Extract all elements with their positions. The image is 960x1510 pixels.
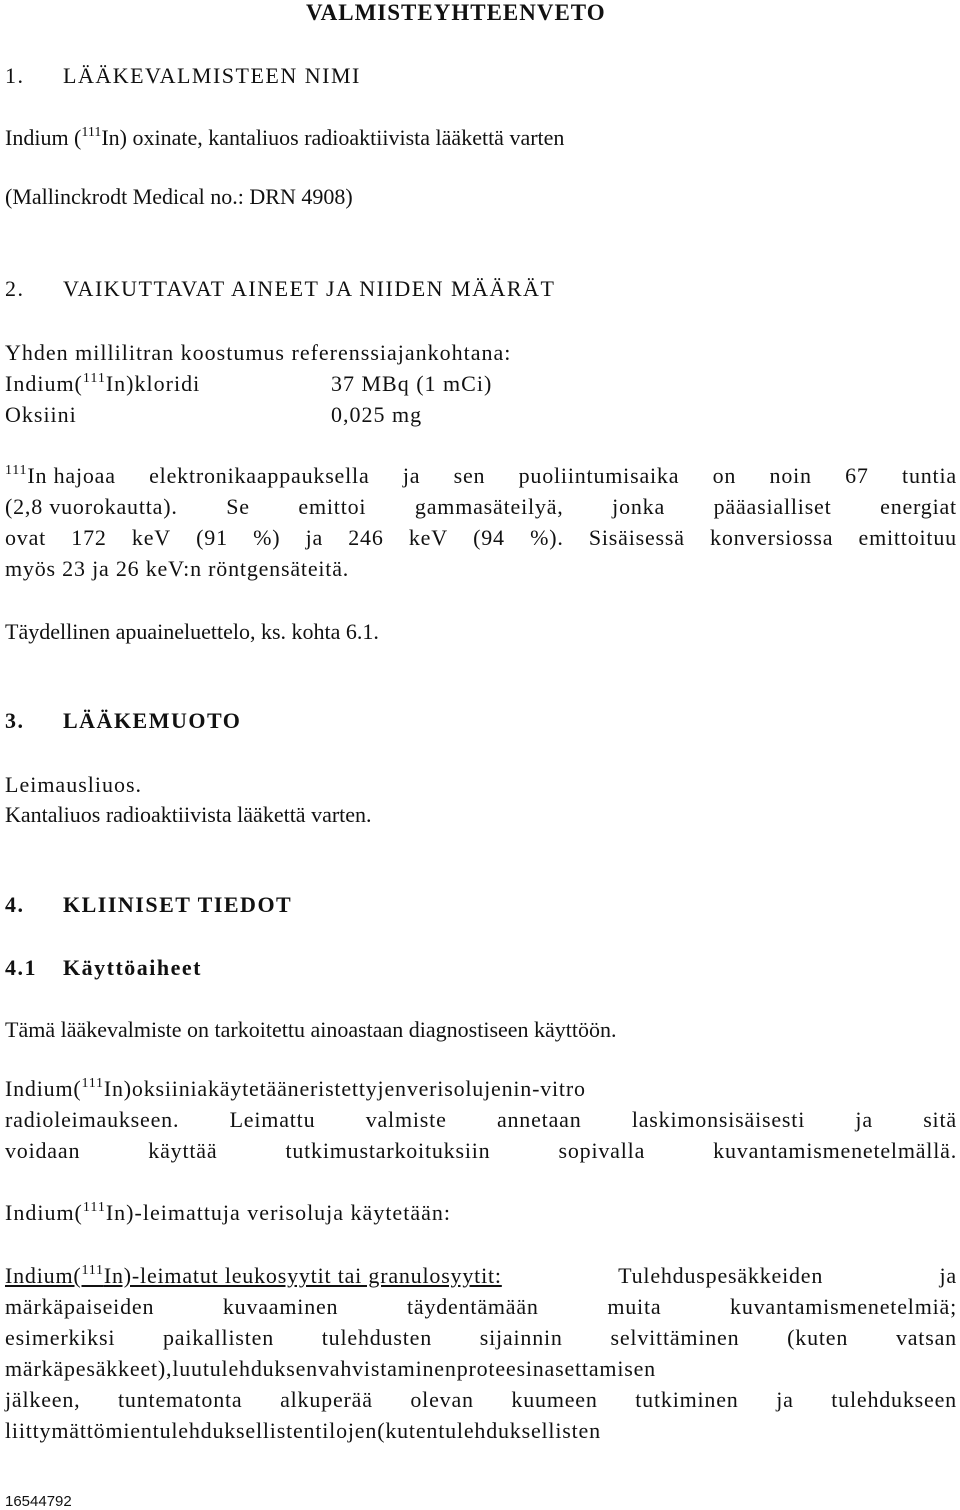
excipients-note: Täydellinen apuaineluettelo, ks. kohta 6.1. (5, 619, 379, 644)
leukocyte-line-3: esimerkiksi paikallisten tulehdusten sijainnin selvittäminen (kuten vatsan (5, 1325, 957, 1350)
section-1-heading: 1. LÄÄKEVALMISTEEN NIMI (5, 63, 361, 88)
composition-intro: Yhden millilitran koostumus referenssiajankohtana: (5, 340, 512, 365)
composition-row-indium: Indium($^{111}$In)kloridi 37 MBq (1 mCi) (5, 371, 493, 396)
use-line-3: voidaan käyttää tutkimustarkoituksiin sopivalla kuvantamismenetelmällä. (5, 1138, 957, 1163)
decay-line-2: (2,8 vuorokautta). Se emittoi gammasäteilyä, jonka pääasialliset energiat (5, 494, 957, 519)
section-4-heading: 4. KLIINISET TIEDOT (5, 892, 293, 917)
leukocyte-line-6: liittymättömien tulehduksellisten tilojen (kuten tulehduksellisten (5, 1418, 601, 1443)
product-code: (Mallinckrodt Medical no.: DRN 4908) (5, 184, 353, 209)
use-line-1: Indium($^{111}$In)oksiinia käytetään eristettyjen verisolujen in-vitro (5, 1076, 586, 1101)
leukocyte-subheading: Indium($^{111}$In)-leimatut leukosyytit tai granulosyytit: (5, 1263, 502, 1288)
decay-line-1: $^{111}$In hajoaa elektronikaappauksella ja sen puoliintumisaika on noin 67 tuntia (5, 463, 957, 488)
form-line-2: Kantaliuos radioaktiivista lääkettä varten. (5, 802, 372, 827)
leukocyte-line-4: märkäpesäkkeet), luutulehduksen vahvistaminen proteesin asettamisen (5, 1356, 656, 1381)
use-paragraph (5, 1075, 957, 1168)
leukocyte-line-1: Indium($^{111}$In)-leimatut leukosyytit tai granulosyytit: Tulehduspesäkkeiden ja (5, 1262, 957, 1293)
product-name: Indium ($^{111}$In) oxinate, kantaliuos radioaktiivista lääkettä varten (5, 125, 565, 150)
labelled-cells-intro: Indium($^{111}$In)-leimattuja verisoluja käytetään: (5, 1200, 451, 1225)
decay-paragraph (5, 462, 957, 586)
use-line-2: radioleimaukseen. Leimattu valmiste annetaan laskimonsisäisesti ja sitä (5, 1107, 957, 1132)
section-4-1-heading: 4.1 Käyttöaiheet (5, 955, 202, 980)
decay-line-4: myös 23 ja 26 keV:n röntgensäteitä. (5, 556, 350, 581)
leukocyte-line-2: märkäpaiseiden kuvaaminen täydentämään muita kuvantamismenetelmiä; (5, 1294, 957, 1319)
form-line-1: Leimausliuos. (5, 772, 143, 797)
section-2-heading: 2. VAIKUTTAVAT AINEET JA NIIDEN MÄÄRÄT (5, 276, 556, 301)
decay-line-3: ovat 172 keV (91 %) ja 246 keV (94 %). Sisäisessä konversiossa emittoituu (5, 525, 957, 550)
leukocyte-paragraph (5, 1262, 957, 1448)
composition-row-oxine: Oksiini 0,025 mg (5, 402, 423, 427)
indication-intro: Tämä lääkevalmiste on tarkoitettu ainoastaan diagnostiseen käyttöön. (5, 1017, 617, 1042)
document-title: VALMISTEYHTEENVETO (306, 0, 606, 25)
leukocyte-line-5: jälkeen, tuntematonta alkuperää olevan kuumeen tutkiminen ja tulehdukseen (5, 1387, 957, 1412)
section-3-heading: 3. LÄÄKEMUOTO (5, 708, 242, 733)
document-id: 16544792 (5, 1493, 72, 1510)
